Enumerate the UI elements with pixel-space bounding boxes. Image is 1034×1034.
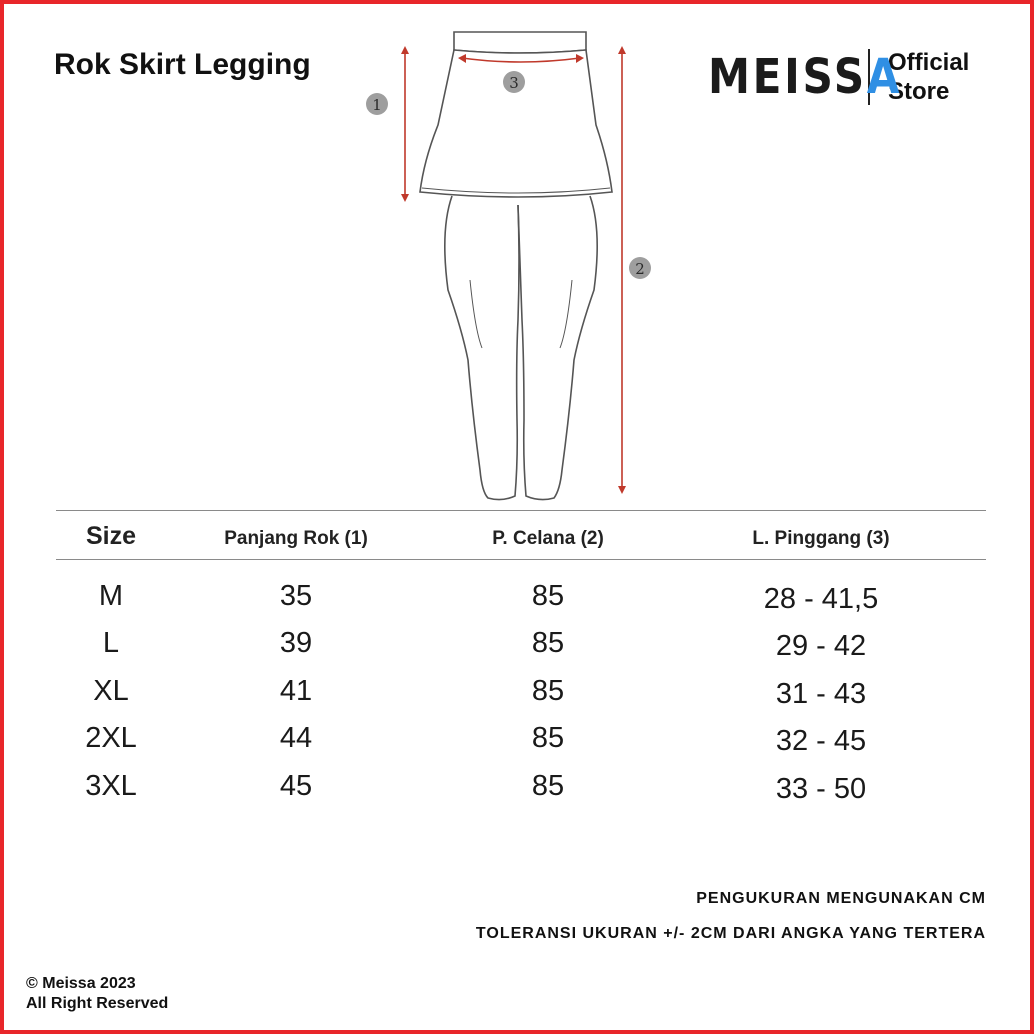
header-pants-length: P. Celana (2) [492,528,604,549]
brand-block [708,48,969,106]
skirt-illustration [420,32,612,197]
cell-skirt-length: 45 [279,770,313,802]
brand-logo [708,49,903,105]
table-row [56,627,986,675]
marker-2 [629,257,651,279]
cell-skirt-length: 44 [279,722,313,754]
table-row [56,722,986,770]
table-row [56,675,986,723]
svg-text:3: 3 [509,74,519,92]
marker-1 [366,93,388,115]
table-top-rule [56,510,986,511]
footer-copyright [26,974,168,1014]
cell-pants-length: 85 [531,675,565,707]
measurement-unit-note: PENGUKURAN MENGUNAKAN CM [696,890,986,907]
header-size: Size [85,522,137,550]
cell-pants-length: 85 [531,770,565,802]
table-row [56,580,986,628]
brand-logo-main: MEISS [708,49,867,105]
cell-waist-width: 33 - 50 [775,773,867,805]
official-store-label: Official Store [888,49,970,105]
svg-text:1: 1 [372,96,382,114]
cell-size: 2XL [85,722,137,754]
cell-waist-width: 29 - 42 [775,630,867,662]
legging-illustration [445,196,597,500]
cell-size: L [102,627,120,659]
tolerance-note: TOLERANSI UKURAN +/- 2CM DARI ANGKA YANG TERTERA [475,925,986,942]
cell-skirt-length: 41 [279,675,313,707]
cell-waist-width: 28 - 41,5 [763,583,879,615]
header-waist-width: L. Pinggang (3) [752,528,890,549]
header-skirt-length: Panjang Rok (1) [224,528,368,549]
copyright-line: © Meissa 2023 [26,975,136,992]
marker-3 [503,71,525,93]
cell-pants-length: 85 [531,580,565,612]
cell-size: 3XL [85,770,137,802]
brand-logo-accent: A [866,49,903,105]
cell-pants-length: 85 [531,627,565,659]
cell-waist-width: 32 - 45 [775,725,867,757]
cell-pants-length: 85 [531,722,565,754]
cell-size: M [98,580,124,612]
cell-skirt-length: 35 [279,580,313,612]
page-title: Rok Skirt Legging [54,48,311,81]
table-header-rule [56,559,986,560]
table-row [56,770,986,818]
cell-size: XL [93,675,129,707]
svg-text:2: 2 [635,260,645,278]
cell-skirt-length: 39 [279,627,313,659]
garment-diagram [350,30,670,510]
rights-line: All Right Reserved [26,995,169,1012]
cell-waist-width: 31 - 43 [775,678,867,710]
